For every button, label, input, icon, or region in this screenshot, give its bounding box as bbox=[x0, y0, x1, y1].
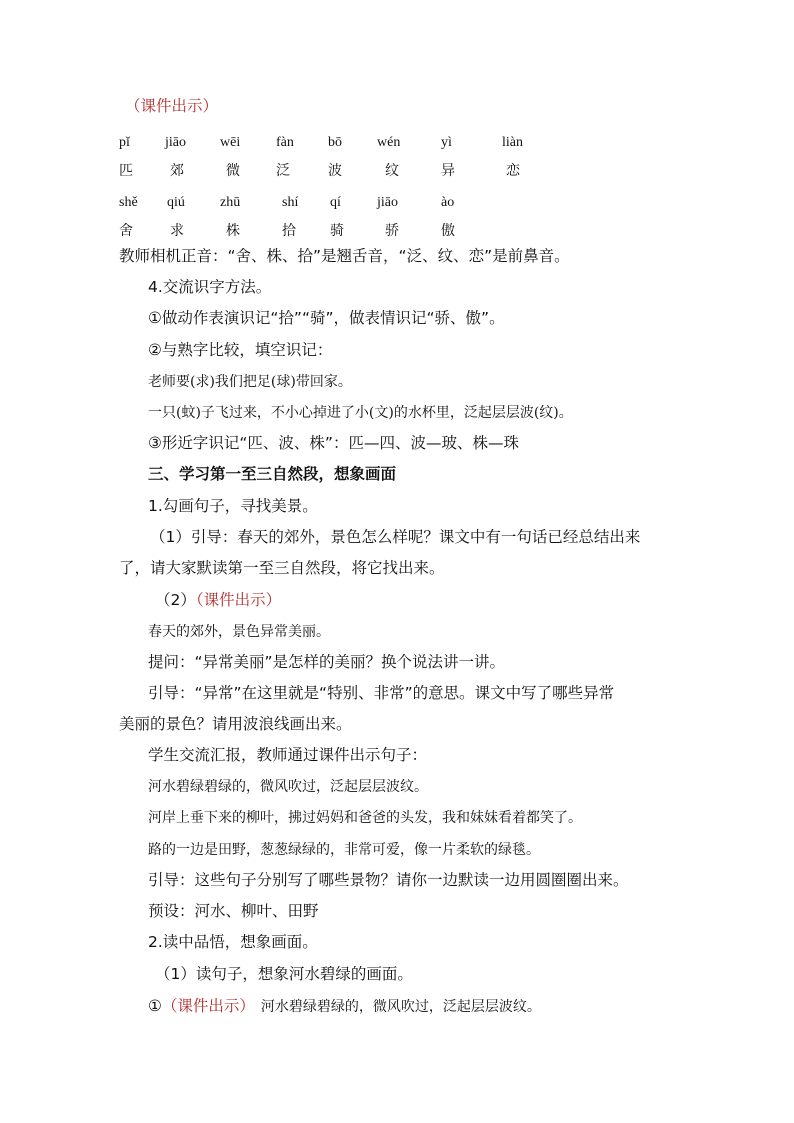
quote-sentence: 河岸上垂下来的柳叶，拂过妈妈和爸爸的头发，我和妹妹看着都笑了。 bbox=[148, 810, 582, 826]
pinyin-text: liàn bbox=[502, 135, 523, 150]
hanzi-text: 波 bbox=[328, 163, 342, 179]
pinyin-text: qí bbox=[330, 195, 341, 210]
guide-text: 了，请大家默读第一至三自然段，将它找出来。 bbox=[119, 559, 445, 577]
hanzi-text: 求 bbox=[170, 223, 184, 239]
hanzi-text: 郊 bbox=[170, 163, 184, 179]
courseware-label: （课件出示） bbox=[125, 97, 219, 115]
method-item: ①做动作表演识记“拾”“骑”，做表情识记“骄、傲”。 bbox=[148, 309, 505, 327]
pinyin-text: ào bbox=[441, 195, 455, 210]
hanzi-text: 微 bbox=[226, 163, 240, 179]
pinyin-text: jiāo bbox=[165, 135, 186, 150]
hanzi-text: 舍 bbox=[119, 223, 133, 239]
pinyin-text: shě bbox=[119, 195, 138, 210]
method-item: ②与熟字比较，填空识记： bbox=[148, 341, 333, 359]
hanzi-text: 匹 bbox=[119, 163, 133, 179]
step-heading: 4.交流识字方法。 bbox=[148, 278, 272, 296]
guide-text: 引导：这些句子分别写了哪些景物？请你一边默读一边用圆圈圈出来。 bbox=[148, 871, 629, 889]
question-text: 提问：“异常美丽”是怎样的美丽？换个说法讲一讲。 bbox=[148, 653, 506, 671]
method-item: ③形近字识记“匹、波、株”：匹—四、波—玻、株—珠 bbox=[148, 434, 519, 452]
hanzi-text: 异 bbox=[441, 163, 455, 179]
quote-sentence: 河水碧绿碧绿的，微风吹过，泛起层层波纹。 bbox=[148, 779, 428, 795]
hanzi-text: 纹 bbox=[385, 163, 399, 179]
pinyin-text: bō bbox=[328, 135, 342, 150]
pinyin-text: wén bbox=[377, 135, 401, 150]
guide-text: 引导：“异常”在这里就是“特别、非常”的意思。课文中写了哪些异常 bbox=[148, 684, 615, 702]
correction-text: 教师相机正音：“舍、株、拾”是翘舌音，“泛、纹、恋”是前鼻音。 bbox=[119, 247, 570, 265]
step-heading: 2.读中品悟，想象画面。 bbox=[148, 933, 318, 951]
guide-text: 美丽的景色？请用波浪线画出来。 bbox=[119, 715, 352, 733]
quote-sentence: 河水碧绿碧绿的，微风吹过，泛起层层波纹。 bbox=[260, 999, 541, 1015]
item-line bbox=[155, 590, 281, 610]
report-text: 学生交流汇报，教师通过课件出示句子： bbox=[148, 746, 428, 764]
pinyin-text: qiú bbox=[167, 195, 185, 210]
quote-sentence: 春天的郊外，景色异常美丽。 bbox=[148, 624, 330, 640]
pinyin-text: shí bbox=[282, 195, 299, 210]
hanzi-text: 傲 bbox=[441, 223, 455, 239]
sub-step-text: （1）读句子，想象河水碧绿的画面。 bbox=[155, 965, 413, 983]
quote-sentence: 路的一边是田野，葱葱绿绿的，非常可爱，像一片柔软的绿毯。 bbox=[148, 842, 540, 858]
item-line bbox=[148, 996, 541, 1017]
step-heading: 1.勾画句子，寻找美景。 bbox=[148, 497, 318, 515]
hanzi-text: 株 bbox=[226, 223, 240, 239]
hanzi-text: 骑 bbox=[330, 223, 344, 239]
pinyin-text: yì bbox=[441, 135, 452, 150]
guide-text: （1）引导：春天的郊外，景色怎么样呢？课文中有一句话已经总结出来 bbox=[150, 528, 641, 546]
hanzi-text: 恋 bbox=[506, 163, 520, 179]
fill-sentence: 一只(蚊)子飞过来，不小心掉进了小(文)的水杯里，泛起层层波(纹)。 bbox=[148, 405, 573, 421]
hanzi-text: 泛 bbox=[276, 163, 290, 179]
hanzi-text: 拾 bbox=[282, 223, 296, 239]
hanzi-text: 骄 bbox=[385, 223, 399, 239]
pinyin-text: jiāo bbox=[377, 195, 398, 210]
pinyin-text: wēi bbox=[220, 135, 241, 150]
courseware-label: （课件出示） bbox=[195, 591, 282, 609]
pinyin-text: zhū bbox=[220, 195, 241, 210]
item-number: ① bbox=[148, 997, 162, 1015]
section-heading: 三、学习第一至三自然段，想象画面 bbox=[148, 465, 397, 483]
courseware-label: （课件出示） bbox=[161, 997, 255, 1015]
fill-sentence: 老师要(求)我们把足(球)带回家。 bbox=[148, 374, 352, 390]
item-number: （2） bbox=[155, 591, 196, 609]
preset-text: 预设：河水、柳叶、田野 bbox=[148, 902, 319, 920]
pinyin-text: fàn bbox=[276, 135, 294, 150]
pinyin-text: pǐ bbox=[119, 135, 130, 150]
